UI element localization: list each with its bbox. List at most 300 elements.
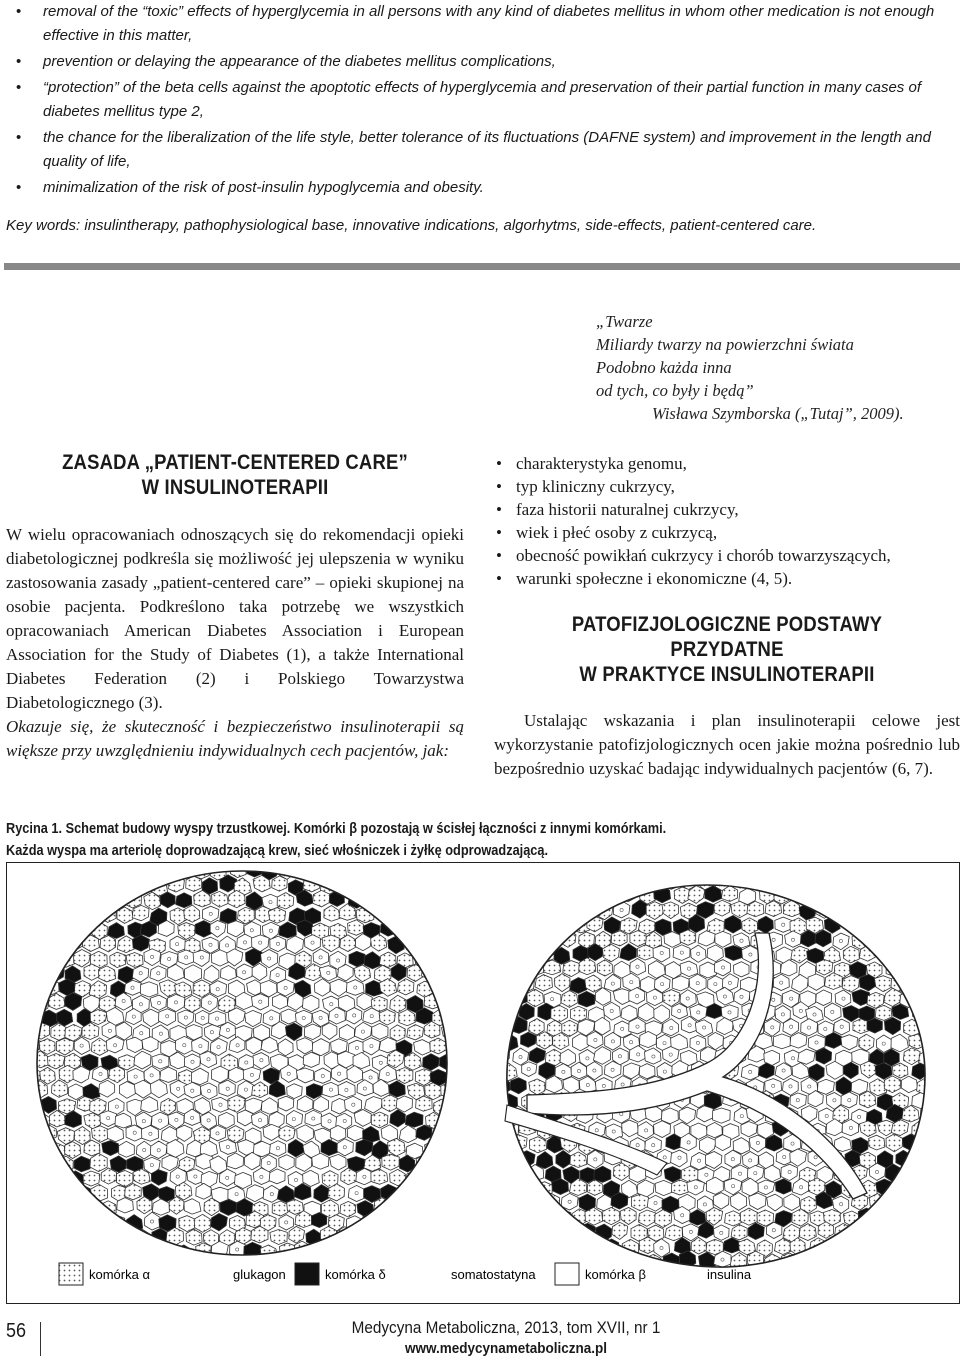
beta-cell — [295, 1010, 312, 1027]
alpha-cell — [632, 873, 648, 889]
beta-cell — [555, 1064, 572, 1080]
delta-cell — [195, 921, 212, 938]
beta-cell — [355, 1022, 372, 1040]
delta-cell — [364, 1241, 381, 1258]
delta-cell — [39, 1212, 55, 1228]
alpha-cell — [537, 945, 555, 962]
alpha-cell — [572, 888, 587, 904]
beta-cell — [119, 1082, 135, 1099]
beta-cell — [714, 1225, 730, 1240]
delta-cell — [220, 1200, 237, 1216]
beta-cell — [347, 980, 365, 996]
footer-divider — [40, 1322, 41, 1356]
beta-cell — [237, 964, 253, 980]
alpha-cell — [159, 980, 177, 997]
alpha-cell — [714, 900, 730, 916]
delta-cell — [416, 1214, 432, 1231]
delta-cell — [758, 1063, 774, 1078]
beta-cell — [347, 1125, 363, 1141]
delta-cell — [867, 1018, 882, 1033]
delta-cell — [775, 1179, 791, 1194]
delta-cell — [748, 1223, 764, 1240]
alpha-cell — [100, 936, 116, 952]
alpha-cell — [902, 961, 919, 978]
delta-cell — [920, 902, 936, 918]
beta-cell — [707, 1122, 723, 1137]
beta-cell — [363, 1038, 380, 1055]
beta-cell — [119, 1141, 135, 1157]
alpha-cell — [860, 1121, 877, 1137]
alpha-cell — [504, 1149, 520, 1165]
beta-cell — [604, 1002, 621, 1020]
alpha-cell — [379, 892, 395, 910]
beta-cell — [673, 945, 690, 961]
beta-cell — [304, 1024, 321, 1040]
delta-cell — [176, 893, 192, 908]
beta-cell — [315, 979, 331, 997]
beta-cell — [176, 1036, 194, 1054]
delta-cell — [417, 919, 433, 937]
alpha-cell — [860, 1061, 877, 1078]
alpha-cell — [425, 1141, 441, 1159]
alpha-cell — [492, 1163, 509, 1181]
beta-cell — [170, 936, 186, 952]
beta-cell — [152, 1112, 170, 1129]
beta-cell — [372, 1023, 388, 1039]
beta-cell — [110, 1241, 126, 1258]
alpha-cell — [49, 1110, 65, 1127]
alpha-cell — [56, 891, 72, 909]
alpha-cell — [387, 1228, 404, 1246]
delta-cell — [664, 1167, 680, 1183]
alpha-cell — [895, 1210, 912, 1227]
alpha-cell — [48, 993, 65, 1009]
delta-cell — [596, 1224, 612, 1242]
cell-nucleus — [72, 883, 75, 886]
delta-cell — [357, 1201, 373, 1218]
beta-cell — [733, 933, 750, 948]
delta-cell — [82, 904, 98, 921]
alpha-cell — [272, 876, 288, 891]
delta-cell — [800, 1253, 817, 1268]
alpha-cell — [26, 1155, 41, 1171]
beta-cell — [116, 1022, 132, 1040]
beta-cell — [773, 1034, 790, 1049]
alpha-cell — [431, 1157, 447, 1173]
alpha-cell — [857, 918, 874, 935]
alpha-cell — [620, 1208, 636, 1225]
delta-cell — [390, 1110, 406, 1127]
beta-cell — [818, 870, 834, 888]
bullet-icon: • — [16, 79, 22, 96]
bullet-icon: • — [496, 546, 502, 565]
beta-cell — [354, 1110, 371, 1127]
alpha-cell — [810, 1238, 827, 1254]
beta-cell — [305, 1110, 322, 1126]
alpha-cell — [852, 1223, 868, 1238]
alpha-cell — [108, 863, 125, 878]
delta-cell — [518, 1237, 534, 1253]
journal-url[interactable]: www.medycynametaboliczna.pl — [404, 1340, 608, 1357]
alpha-cell — [439, 1170, 456, 1187]
cell-nucleus — [511, 952, 514, 955]
delta-cell — [860, 974, 876, 991]
alpha-cell — [665, 1225, 683, 1241]
beta-cell — [775, 917, 792, 932]
delta-cell — [279, 922, 296, 938]
delta-cell — [160, 864, 178, 882]
delta-cell — [40, 1154, 56, 1170]
alpha-cell — [119, 1055, 135, 1070]
beta-cell — [99, 1080, 115, 1097]
alpha-cell — [910, 1149, 926, 1165]
bullet-icon: • — [496, 523, 502, 542]
beta-cell — [664, 932, 680, 948]
delta-cell — [42, 921, 60, 938]
section-heading: PATOFIZJOLOGICZNE PODSTAWY PRZYDATNE W PRAKTYCE INSULINOTERAPII — [571, 613, 883, 686]
beta-cell — [680, 961, 698, 977]
delta-cell — [311, 1213, 326, 1228]
alpha-cell — [529, 1079, 545, 1095]
cell-nucleus — [437, 1221, 440, 1224]
alpha-cell — [426, 934, 442, 951]
beta-cell — [193, 950, 209, 966]
alpha-cell — [613, 873, 629, 890]
alpha-cell — [407, 877, 424, 894]
delta-cell — [902, 903, 918, 919]
figure-legend — [59, 1263, 752, 1285]
alpha-cell — [74, 863, 91, 879]
alpha-cell — [65, 1200, 82, 1216]
alpha-cell — [555, 974, 571, 992]
delta-cell — [536, 1152, 553, 1169]
alpha-cell — [270, 1230, 287, 1245]
alpha-cell — [379, 1010, 395, 1026]
bullet-icon: • — [496, 500, 502, 519]
delta-cell — [365, 890, 382, 906]
beta-cell — [731, 1193, 747, 1211]
legend-hormone-label: somatostatyna — [451, 1267, 536, 1282]
alpha-cell — [663, 990, 680, 1007]
alpha-cell — [23, 1213, 39, 1231]
beta-cell — [891, 1034, 908, 1052]
delta-cell — [876, 1179, 893, 1196]
alpha-cell — [852, 873, 868, 890]
alpha-cell — [842, 976, 859, 993]
alpha-cell — [571, 1006, 587, 1022]
delta-cell — [108, 923, 125, 939]
figure-caption: Rycina 1. Schemat budowy wyspy trzustkowej. Komórki β pozostają w ścisłej łączności z innymi komórkami. Każda wyspa ma arteriolę doprowadzającą krew, sieć włośniczek i żyłkę odprowadzającą. — [6, 821, 667, 859]
alpha-cell — [132, 905, 149, 921]
alpha-cell — [382, 1154, 400, 1170]
beta-cell — [808, 974, 824, 991]
alpha-cell — [186, 1229, 202, 1245]
alpha-cell — [144, 1243, 160, 1261]
alpha-cell — [433, 1245, 449, 1262]
alpha-cell — [108, 1215, 125, 1231]
beta-cell — [227, 949, 243, 966]
alpha-cell — [433, 952, 449, 969]
beta-cell — [357, 993, 372, 1010]
alpha-cell — [562, 1020, 578, 1036]
delta-cell — [493, 1021, 509, 1037]
epigraph-attribution: Wisława Szymborska („Tutaj”, 2009). — [652, 404, 904, 423]
alpha-cell — [631, 1194, 648, 1211]
alpha-cell — [858, 888, 876, 906]
alpha-cell — [706, 1208, 723, 1226]
alpha-cell — [561, 991, 578, 1008]
alpha-cell — [903, 872, 920, 888]
alpha-cell — [41, 952, 58, 968]
delta-cell — [843, 1006, 859, 1022]
legend-cell-label: komórka α — [89, 1267, 150, 1282]
alpha-cell — [277, 893, 294, 909]
alpha-cell — [92, 1038, 108, 1056]
section-divider — [4, 263, 960, 270]
beta-cell — [126, 1037, 142, 1052]
delta-cell — [314, 1185, 330, 1203]
alpha-cell — [551, 1005, 568, 1022]
alpha-cell — [554, 1238, 570, 1255]
delta-cell — [416, 1125, 432, 1140]
alpha-cell — [919, 960, 936, 977]
alpha-cell — [118, 1227, 135, 1243]
beta-cell — [297, 1096, 313, 1112]
beta-cell — [269, 1169, 285, 1184]
delta-cell — [920, 1167, 936, 1184]
alpha-cell — [388, 1139, 406, 1157]
beta-cell — [136, 1141, 151, 1159]
beta-cell — [313, 1096, 328, 1112]
alpha-cell — [406, 1171, 422, 1187]
alpha-cell — [85, 1228, 101, 1244]
beta-cell — [665, 962, 681, 979]
beta-cell-swatch — [555, 1263, 579, 1285]
alpha-cell — [580, 900, 597, 917]
beta-cell — [337, 1139, 353, 1156]
beta-cell — [781, 1164, 798, 1180]
delta-cell — [50, 936, 66, 954]
epigraph — [596, 310, 960, 425]
beta-cell — [322, 1023, 337, 1040]
delta-cell — [423, 1228, 439, 1245]
beta-cell — [287, 1084, 303, 1099]
abstract-bullet: • removal of the “toxic” effects of hyperglycemia in all persons with any kind of diabetes mellitus in whom other medication is not enough effective in this matter, — [6, 0, 956, 48]
delta-cell — [23, 1125, 39, 1142]
alpha-cell — [892, 887, 909, 905]
alpha-cell — [894, 915, 911, 932]
beta-cell — [245, 1010, 262, 1026]
beta-cell — [227, 921, 244, 937]
bullet-icon: • — [496, 569, 502, 588]
alpha-cell — [348, 920, 364, 936]
alpha-cell — [638, 945, 654, 960]
body-paragraph: W wielu opracowaniach odnoszących się do rekomendacji opieki diabetologicznej podkreśla się możliwość jej ulepszenia w wyniku zastosowania zasady „patient-centered care” – opieki skupionej na osobie pacjenta. Podkreślono taka potrzebę we wszystkich opracowaniach American Diabetes Association i European Association for the Study of Diabetes (1), a także International Diabetes Federation (2) i Polskiego Towarzystwa Diabetologicznego (3). — [6, 525, 464, 712]
delta-cell — [244, 1242, 262, 1258]
delta-cell — [900, 1252, 916, 1268]
beta-cell — [278, 1039, 293, 1056]
journal-citation: Medycyna Metaboliczna, 2013, tom XVII, nr 1 — [351, 1318, 661, 1337]
alpha-cell — [331, 1241, 348, 1258]
beta-cell — [218, 1112, 234, 1128]
alpha-cell — [587, 1240, 604, 1257]
list-item: • obecność powikłań cukrzycy i chorób towarzyszących, — [496, 546, 891, 565]
delta-cell — [536, 887, 552, 903]
body-paragraph: Ustalając wskazania i plan insulinoterapii celowe jest wykorzystanie patofizjologicznych ocen jakie można pośrednio lub bezpośrednio uzyskać badając indywidualnych pacjentów (6, 7). — [494, 711, 960, 778]
delta-cell — [529, 1048, 546, 1064]
alpha-cell — [430, 1038, 446, 1054]
beta-cell — [784, 1194, 800, 1211]
alpha-cell — [440, 967, 456, 982]
delta-cell — [364, 952, 381, 969]
beta-cell — [74, 1037, 90, 1054]
delta-cell — [578, 870, 595, 887]
alpha-cell — [356, 1230, 373, 1246]
delta-cell — [783, 873, 799, 888]
alpha-cell — [544, 933, 560, 949]
alpha-cell — [340, 1201, 356, 1217]
alpha-cell — [194, 1214, 211, 1232]
beta-cell — [68, 1084, 83, 1100]
alpha-cell — [595, 872, 612, 889]
beta-cell — [653, 946, 670, 962]
alpha-cell — [294, 1241, 310, 1257]
beta-cell — [764, 1019, 780, 1037]
beta-cell — [251, 1112, 268, 1129]
beta-cell — [504, 1181, 519, 1197]
alpha-cell — [76, 1216, 91, 1233]
beta-cell — [237, 1110, 253, 1126]
beta-cell — [150, 1141, 167, 1159]
alpha-cell — [22, 891, 39, 907]
alpha-cell — [809, 889, 826, 906]
beta-cell — [689, 974, 706, 992]
alpha-cell — [390, 1169, 406, 1185]
alpha-cell — [510, 1223, 527, 1241]
alpha-cell — [725, 1211, 742, 1226]
delta-cell — [723, 1238, 740, 1253]
alpha-cell — [529, 1137, 546, 1153]
page-number: 56 — [6, 1320, 27, 1342]
alpha-cell — [57, 1183, 74, 1198]
alpha-cell — [918, 987, 934, 1005]
bullet-icon: • — [16, 129, 22, 146]
alpha-cell — [354, 965, 371, 982]
cell-nucleus — [500, 938, 503, 941]
bullet-icon: • — [16, 53, 22, 70]
beta-cell — [278, 1096, 294, 1111]
alpha-cell — [884, 873, 901, 889]
beta-cell — [100, 1111, 117, 1127]
beta-cell — [270, 936, 286, 951]
alpha-cell — [869, 1194, 886, 1211]
alpha-cell — [184, 905, 200, 922]
alpha-cell — [398, 979, 414, 995]
beta-cell — [160, 1067, 177, 1082]
beta-cell — [749, 1193, 766, 1210]
epigraph-line: „Twarze — [596, 312, 653, 331]
alpha-cell — [24, 981, 41, 998]
alpha-cell — [93, 1213, 110, 1230]
alpha-cell — [110, 952, 126, 967]
alpha-cell — [500, 1063, 517, 1081]
beta-cell — [638, 1003, 655, 1021]
beta-cell — [833, 933, 849, 950]
alpha-cell — [252, 1082, 268, 1098]
beta-cell — [303, 1170, 320, 1186]
delta-cell-swatch — [295, 1263, 319, 1285]
alpha-cell — [126, 953, 143, 968]
beta-cell — [493, 932, 511, 947]
alpha-cell — [570, 1152, 587, 1168]
alpha-cell — [421, 1200, 438, 1216]
beta-cell — [733, 962, 749, 977]
alpha-cell — [440, 1110, 456, 1128]
alpha-cell — [510, 1164, 527, 1181]
delta-cell — [47, 1197, 64, 1214]
alpha-cell — [40, 1186, 56, 1203]
beta-cell — [834, 1019, 850, 1035]
alpha-cell — [529, 1019, 545, 1035]
beta-cell — [679, 1107, 695, 1124]
alpha-cell — [799, 873, 815, 891]
beta-cell — [713, 1193, 729, 1210]
alpha-cell — [52, 1080, 68, 1098]
delta-cell — [246, 892, 262, 910]
beta-cell — [303, 1052, 320, 1067]
beta-cell — [210, 981, 227, 997]
legend-cell-label: komórka β — [585, 1267, 646, 1282]
alpha-cell — [917, 931, 934, 947]
alpha-cell — [313, 890, 330, 907]
alpha-cell — [894, 1179, 911, 1196]
alpha-cell — [852, 899, 869, 917]
alpha-cell — [536, 917, 553, 934]
alpha-cell — [646, 902, 664, 920]
delta-cell — [431, 863, 447, 879]
alpha-cell — [100, 907, 116, 923]
beta-cell — [246, 1185, 264, 1202]
beta-cell — [783, 1078, 799, 1095]
beta-cell — [252, 963, 267, 980]
alpha-cell — [522, 915, 538, 933]
alpha-cell — [920, 1193, 937, 1211]
alpha-cell — [382, 863, 398, 880]
alpha-cell — [117, 936, 134, 953]
beta-cell — [263, 1185, 280, 1202]
alpha-cell — [799, 1224, 816, 1241]
alpha-cell — [527, 989, 544, 1007]
delta-cell — [842, 1237, 858, 1253]
beta-cell — [798, 1049, 815, 1064]
delta-cell — [620, 944, 637, 961]
delta-cell — [697, 902, 715, 919]
delta-cell — [725, 946, 743, 961]
beta-cell — [312, 1039, 329, 1056]
alpha-cell — [83, 1171, 100, 1186]
beta-cell — [695, 1020, 713, 1037]
beta-cell — [663, 1019, 679, 1036]
beta-cell — [706, 1152, 722, 1169]
beta-cell — [286, 1110, 302, 1127]
list-item: • wiek i płeć osoby z cukrzycą, — [496, 523, 718, 542]
beta-cell — [877, 1209, 894, 1227]
alpha-cell — [92, 1126, 109, 1143]
alpha-cell — [903, 1048, 920, 1065]
delta-cell — [521, 1032, 537, 1047]
beta-cell — [322, 1082, 340, 1097]
delta-cell — [816, 1048, 832, 1064]
